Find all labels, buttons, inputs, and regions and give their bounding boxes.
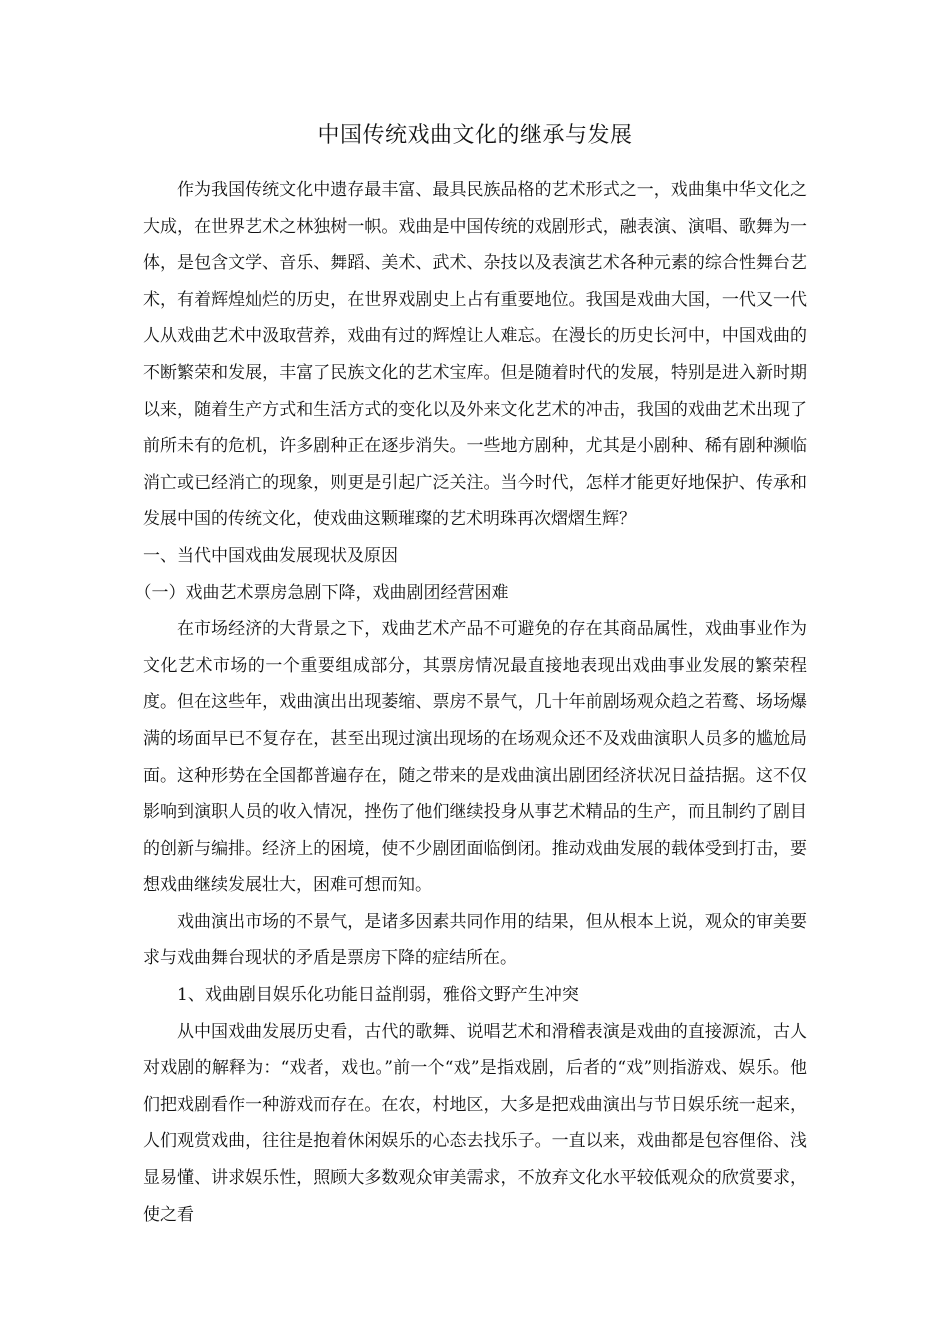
point-heading: 1、戏曲剧目娱乐化功能日益削弱，雅俗文野产生冲突 xyxy=(177,985,579,1006)
document-body xyxy=(134,172,807,1233)
document-title: 中国传统戏曲文化的继承与发展 xyxy=(317,123,633,148)
subsection-heading: （一）戏曲艺术票房急剧下降，戏曲剧团经营困难 xyxy=(134,582,509,603)
market-paragraph: 在市场经济的大背景之下，戏曲艺术产品不可避免的存在其商品属性，戏曲事业作为文化艺术市场的一个重要组成部分，其票房情况最直接地表现出戏曲事业发展的繁荣程度。但在这些年，戏曲演出出现萎缩、票房不景气，几十年前剧场观众趋之若鹜、场场爆满的场面早已不复存在，甚至出现过演出现场的在场观众还不及戏曲演职人员多的尴尬局面。这种形势在全国都普遍存在，随之带来的是戏曲演出剧团经济状况日益拮据。这不仅影响到演职人员的收入情况，挫伤了他们继续投身从事艺术精品的生产，而且制约了剧目的创新与编排。经济上的困境，使不少剧团面临倒闭。推动戏曲发展的载体受到打击，要想戏曲继续发展壮大，困难可想而知。 xyxy=(143,619,807,896)
history-paragraph: 从中国戏曲发展历史看，古代的歌舞、说唱艺术和滑稽表演是戏曲的直接源流，古人对戏剧的解释为：“戏者，戏也。”前一个“戏”是指戏剧，后者的“戏”则指游戏、娱乐。他们把戏剧看作一种游戏而存在。在农，村地区，大多是把戏曲演出与节日娱乐统一起来，人们观赏戏曲，往往是抱着休闲娱乐的心态去找乐子。一直以来，戏曲都是包容俚俗、浅显易懂、讲求娱乐性，照顾大多数观众审美需求，不放弃文化水平较低观众的欣赏要求，使之看 xyxy=(143,1021,807,1225)
intro-paragraph: 作为我国传统文化中遗存最丰富、最具民族品格的艺术形式之一，戏曲集中华文化之大成，在世界艺术之林独树一帜。戏曲是中国传统的戏剧形式，融表演、演唱、歌舞为一体，是包含文学、音乐、舞蹈、美术、武术、杂技以及表演艺术各种元素的综合性舞台艺术，有着辉煌灿烂的历史，在世界戏剧史上占有重要地位。我国是戏曲大国，一代又一代人从戏曲艺术中汲取营养，戏曲有过的辉煌让人难忘。在漫长的历史长河中，中国戏曲的不断繁荣和发展，丰富了民族文化的艺术宝库。但是随着时代的发展，特别是进入新时期以来，随着生产方式和生活方式的变化以及外来文化艺术的冲击，我国的戏曲艺术出现了前所未有的危机，许多剧种正在逐步消失。一些地方剧种，尤其是小剧种、稀有剧种濒临消亡或已经消亡的现象，则更是引起广泛关注。当今时代，怎样才能更好地保护、传承和发展中国的传统文化，使戏曲这颗璀璨的艺术明珠再次熠熠生辉？ xyxy=(143,180,807,530)
cause-paragraph: 戏曲演出市场的不景气，是诸多因素共同作用的结果，但从根本上说，观众的审美要求与戏曲舞台现状的矛盾是票房下降的症结所在。 xyxy=(143,911,807,969)
section-heading: 一、当代中国戏曲发展现状及原因 xyxy=(143,545,398,566)
